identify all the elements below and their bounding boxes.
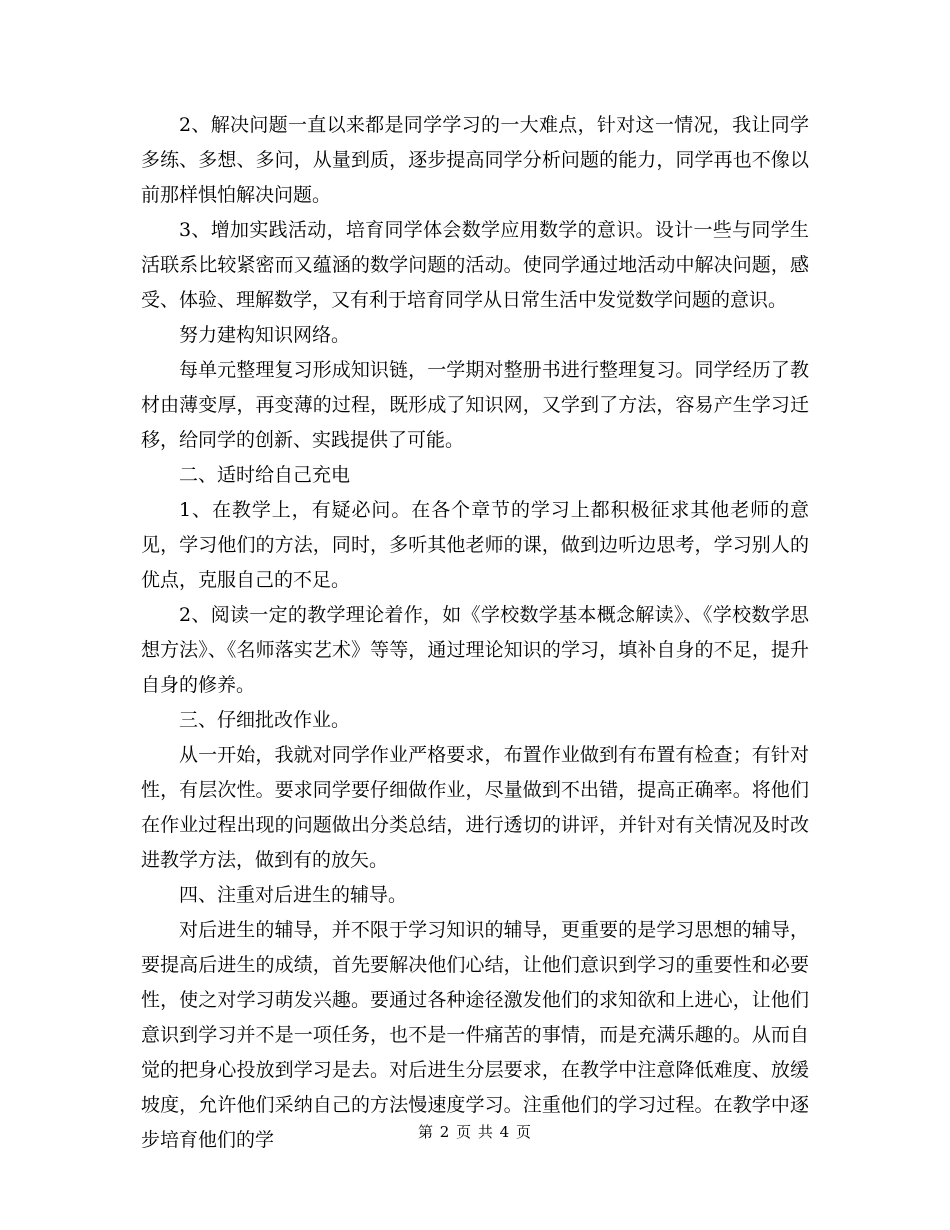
paragraph: 从一开始，我就对同学作业严格要求，布置作业做到有布置有检查；有针对性，有层次性。要求同学要仔细做作业，尽量做到不出错，提高正确率。将他们在作业过程出现的问题做出分类总结，进行透切的讲评，并针对有关情况及时改进教学方法，做到有的放矢。	[141, 744, 809, 871]
body-text	[141, 108, 809, 1158]
paragraph: 3、增加实践活动，培育同学体会数学应用数学的意识。设计一些与同学生活联系比较紧密而又蕴涵的数学问题的活动。使同学通过地活动中解决问题，感受、体验、理解数学，又有利于培育同学从日常生活中发觉数学问题的意识。	[141, 219, 809, 311]
paragraph: 1、在教学上，有疑必问。在各个章节的学习上都积极征求其他老师的意见，学习他们的方法，同时，多听其他老师的课，做到边听边思考，学习别人的优点，克服自己的不足。	[141, 499, 809, 591]
section-heading: 努力建构知识网络。	[179, 324, 351, 346]
paragraph: 2、解决问题一直以来都是同学学习的一大难点，针对这一情况，我让同学多练、多想、多问，从量到质，逐步提高同学分析问题的能力，同学再也不像以前那样惧怕解决问题。	[141, 114, 809, 206]
section-heading: 三、仔细批改作业。	[179, 709, 351, 731]
paragraph: 对后进生的辅导，并不限于学习知识的辅导，更重要的是学习思想的辅导，要提高后进生的成绩，首先要解决他们心结，让他们意识到学习的重要性和必要性，使之对学习萌发兴趣。要通过各种途径激发他们的求知欲和上进心，让他们意识到学习并不是一项任务，也不是一件痛苦的事情，而是充满乐趣的。从而自觉的把身心投放到学习是去。对后进生分层要求，在教学中注意降低难度、放缓坡度，允许他们采纳自己的方法慢速度学习。注重他们的学习过程。在教学中逐步培育他们的学	[141, 919, 809, 1151]
page-number-footer: 第 2 页 共 4 页	[418, 1123, 532, 1141]
paragraph: 2、阅读一定的教学理论着作，如《学校数学基本概念解读》、《学校数学思想方法》、《名师落实艺术》等等，通过理论知识的学习，填补自身的不足，提升自身的修养。	[141, 604, 809, 696]
section-heading: 四、注重对后进生的辅导。	[179, 884, 408, 906]
paragraph: 每单元整理复习形成知识链，一学期对整册书进行整理复习。同学经历了教材由薄变厚，再变薄的过程，既形成了知识网，又学到了方法，容易产生学习迁移，给同学的创新、实践提供了可能。	[141, 359, 809, 451]
section-heading: 二、适时给自己充电	[179, 464, 351, 486]
